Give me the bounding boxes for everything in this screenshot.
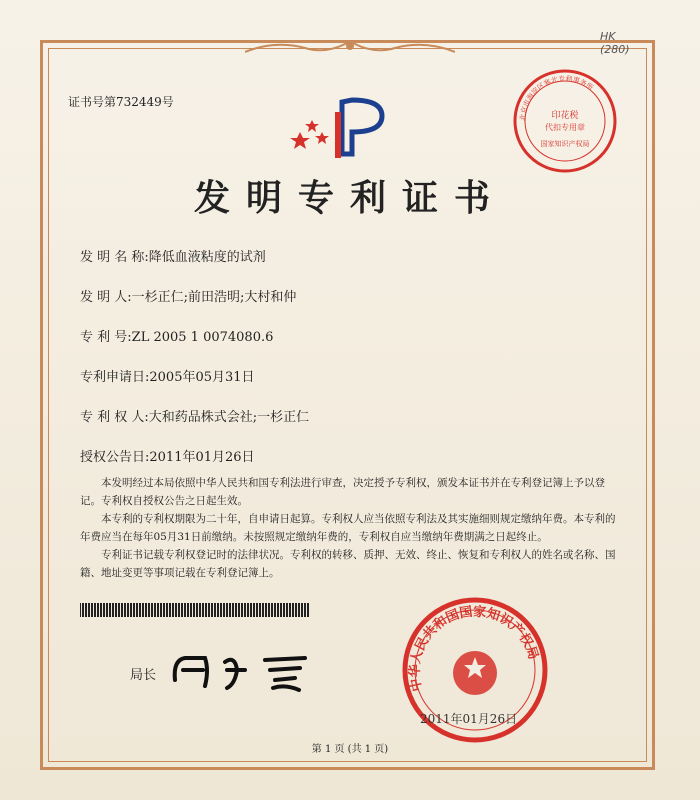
field-label: 发 明 名 称: [80,250,149,265]
certificate-number: 证书号第732449号 [68,95,174,109]
director-label: 局长 [130,668,157,683]
field-patentee [80,406,309,425]
barcode [80,603,310,617]
field-grant-date [80,446,255,465]
handwritten-note-line-1: HK [600,30,616,43]
field-label: 授权公告日: [80,450,150,465]
field-inventors [80,286,296,305]
seal-date: 2011年01月26日 [420,712,518,726]
page-title: 发明专利证书 [193,177,506,219]
body-paragraph-3: 专利证书记载专利权登记时的法律状况。专利权的转移、质押、无效、终止、恢复和专利权人的姓名或名称、国籍、地址变更等事项记载在专利登记簿上。 [80,549,616,579]
patent-office-logo [290,92,390,162]
field-value: 降低血液粘度的试剂 [148,250,266,265]
certificate-body [80,474,620,582]
agency-seal-line-1: 印花税 [551,111,579,121]
field-value: 大和药品株式会社;一杉正仁 [148,410,310,425]
field-value: ZL 2005 1 0074080.6 [131,330,274,345]
body-paragraph-1: 本发明经过本局依照中华人民共和国专利法进行审查，决定授予专利权，颁发本证书并在专利登记簿上予以登记。专利权自授权公告之日起生效。 [80,477,605,507]
agency-seal [510,66,620,176]
field-label: 专利申请日: [80,370,150,385]
agency-seal-outer-text: 北京市海淀区塞北专利事务所 [518,74,595,122]
agency-seal-line-2: 代扣专用章 [545,123,585,132]
national-seal-text: 中华人民共和国国家知识产权局 [407,604,541,693]
handwritten-note [600,30,660,60]
field-label: 专 利 权 人: [80,410,149,425]
page-footer: 第 1 页 (共 1 页) [311,744,389,755]
handwritten-note-line-2: (280) [600,43,630,56]
field-value: 2005年05月31日 [149,370,255,385]
field-patent-number [80,326,273,345]
body-paragraph-2: 本专利的专利权期限为二十年，自申请日起算。专利权人应当依照专利法及其实施细则规定缴纳年费。本专利的年费应当在每年05月31日前缴纳。未按照规定缴纳年费的，专利权自应当缴纳年费期满之日起终止。 [80,513,616,543]
agency-seal-line-3: 国家知识产权局 [540,140,590,148]
field-application-date [80,366,255,385]
top-ornament [245,38,455,58]
field-invention-name [80,246,266,265]
field-value: 2011年01月26日 [149,450,255,465]
signature-text: 田力普 [165,640,168,641]
field-label: 专 利 号: [80,330,132,345]
director-signature [165,640,315,700]
field-label: 发 明 人: [80,290,132,305]
field-value: 一杉正仁;前田浩明;大村和仲 [131,290,297,305]
